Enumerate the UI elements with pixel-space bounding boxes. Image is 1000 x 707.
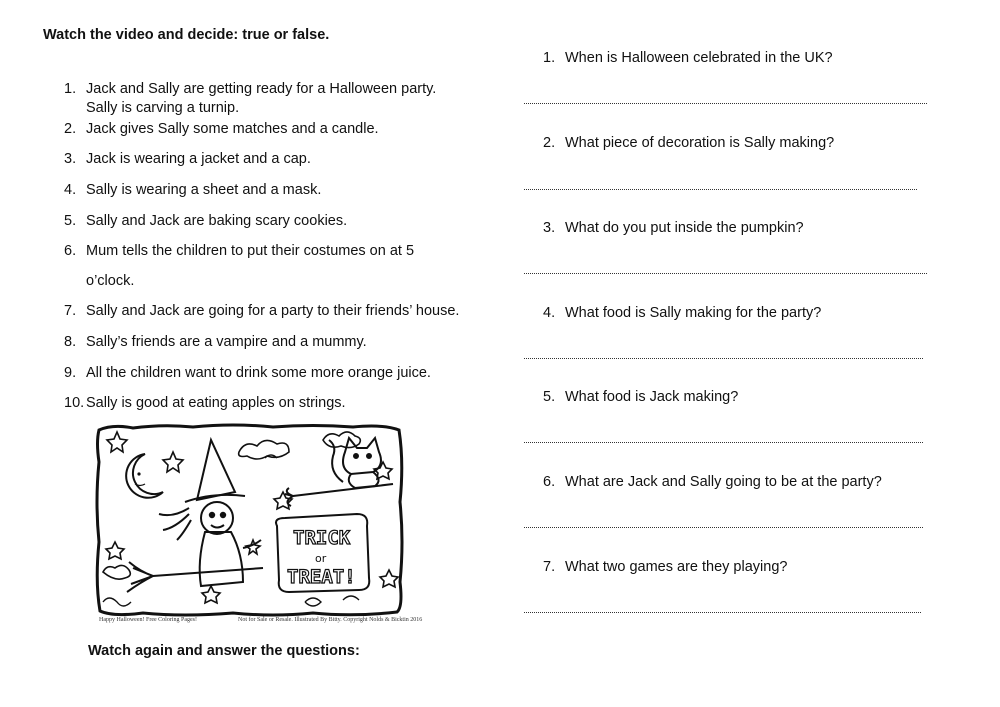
question-6 (543, 474, 882, 490)
answer-line-6[interactable] (524, 527, 923, 528)
statement-text: Jack and Sally are getting ready for a Halloween party. (86, 81, 437, 97)
statement-text: Sally and Jack are baking scary cookies. (86, 213, 348, 229)
question-number: 3. (543, 220, 556, 236)
statement-3 (64, 150, 494, 169)
sign-or-text: or (315, 552, 327, 565)
statement-number: 6. (64, 243, 77, 259)
statement-8 (64, 333, 494, 352)
statement-6 (64, 242, 494, 291)
witch-figure (159, 502, 261, 586)
answer-line-4[interactable] (524, 358, 923, 359)
statement-text: Mum tells the children to put their costumes on at 5 (86, 243, 415, 259)
statement-1 (64, 80, 494, 118)
sign-trick-text: TRICK (293, 527, 351, 549)
statement-number: 2. (64, 121, 77, 137)
witch-hat-icon (185, 440, 245, 502)
halloween-witch-picture (93, 422, 405, 618)
statement-text-continued: Sally is carving a turnip. (86, 100, 240, 116)
statement-10 (64, 394, 494, 413)
picture-caption-right: Not for Sale or Resale. Illustrated By Bitty. Copyright Nolds & Bicktin 2016 (238, 617, 423, 623)
statement-9 (64, 364, 494, 383)
question-number: 5. (543, 389, 556, 405)
statement-4 (64, 181, 494, 200)
statement-number: 8. (64, 334, 77, 350)
statement-text: Sally is good at eating apples on strings. (86, 395, 346, 411)
statement-text: Jack is wearing a jacket and a cap. (86, 151, 311, 167)
question-3 (543, 220, 804, 236)
question-number: 1. (543, 50, 556, 66)
true-false-heading: Watch the video and decide: true or false. (43, 27, 330, 43)
statement-number: 9. (64, 365, 77, 381)
question-7 (543, 559, 787, 575)
question-number: 7. (543, 559, 556, 575)
answer-line-3[interactable] (524, 273, 927, 274)
question-number: 4. (543, 305, 556, 321)
statement-text: Sally and Jack are going for a party to their friends’ house. (86, 303, 460, 319)
statement-number: 10. (64, 395, 85, 411)
answer-line-7[interactable] (524, 612, 921, 613)
statement-5 (64, 212, 494, 231)
question-text: What piece of decoration is Sally making? (565, 135, 835, 151)
statement-number: 5. (64, 213, 77, 229)
question-text: What are Jack and Sally going to be at the party? (565, 474, 882, 490)
statement-number: 1. (64, 81, 77, 97)
answer-questions-heading: Watch again and answer the questions: (88, 643, 360, 659)
statement-text: Jack gives Sally some matches and a candle. (86, 121, 379, 137)
question-text: What food is Jack making? (565, 389, 739, 405)
question-text: What two games are they playing? (565, 559, 788, 575)
question-text: What do you put inside the pumpkin? (565, 220, 804, 236)
question-5 (543, 389, 738, 405)
sign-treat-text: TREAT! (287, 566, 356, 588)
answer-line-5[interactable] (524, 442, 923, 443)
statement-number: 3. (64, 151, 77, 167)
statement-text: Sally is wearing a sheet and a mask. (86, 182, 322, 198)
question-text: When is Halloween celebrated in the UK? (565, 50, 833, 66)
statement-7 (64, 302, 494, 321)
question-4 (543, 305, 821, 321)
answer-line-2[interactable] (524, 189, 917, 190)
picture-caption-left: Happy Halloween! Free Coloring Pages! (99, 617, 197, 623)
answer-line-1[interactable] (524, 103, 927, 104)
question-number: 2. (543, 135, 556, 151)
statement-number: 7. (64, 303, 77, 319)
statement-2 (64, 120, 494, 139)
moon-icon (126, 454, 163, 498)
question-text: What food is Sally making for the party? (565, 305, 822, 321)
question-2 (543, 135, 834, 151)
question-number: 6. (543, 474, 556, 490)
statement-text: Sally’s friends are a vampire and a mummy. (86, 334, 367, 350)
question-1 (543, 50, 833, 66)
statement-number: 4. (64, 182, 77, 198)
statement-text: All the children want to drink some more orange juice. (86, 365, 431, 381)
statement-text-continued: o’clock. (86, 273, 135, 289)
